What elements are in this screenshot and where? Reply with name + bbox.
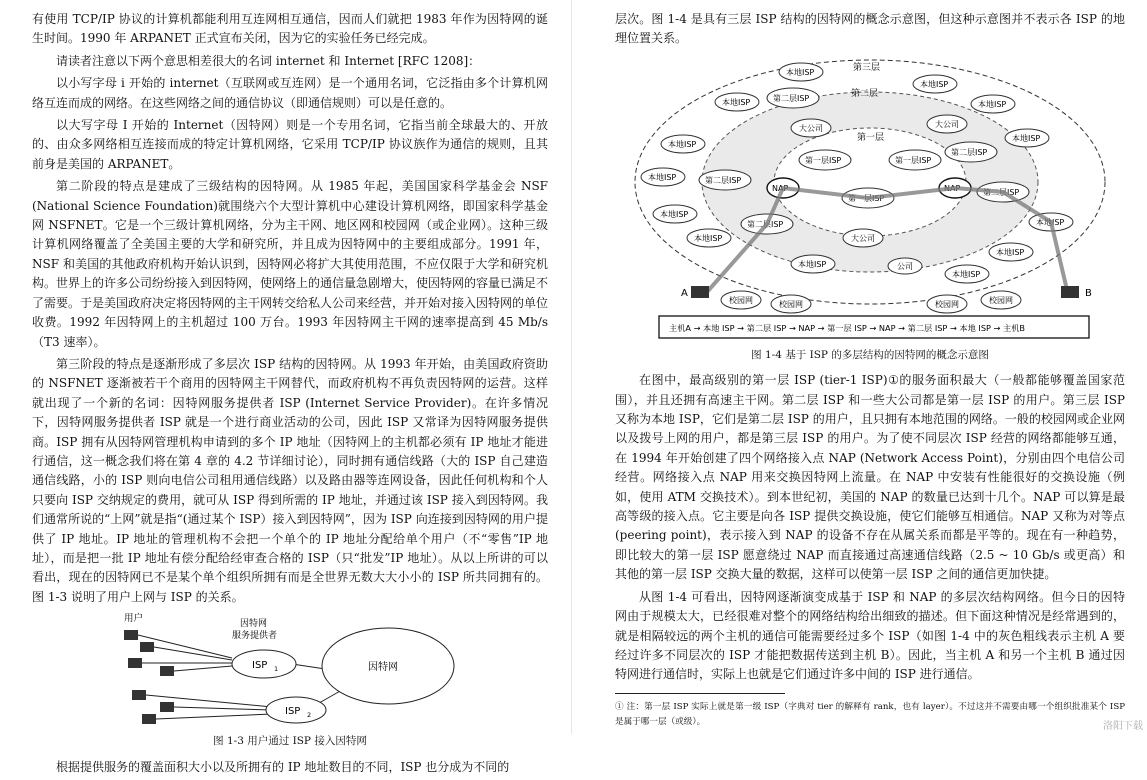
left-column (32, 10, 548, 780)
ring1-label: 第一层 (857, 132, 885, 143)
local-isp-node (1005, 129, 1049, 147)
svg-text:本地ISP: 本地ISP (1036, 217, 1065, 227)
svg-text:本地ISP: 本地ISP (952, 269, 981, 279)
local-isp-node (687, 229, 731, 247)
svg-text:本地ISP: 本地ISP (920, 79, 949, 89)
svg-text:公司: 公司 (897, 261, 913, 271)
ring-first-layer (774, 128, 966, 236)
provider-label-2: 服务提供者 (232, 631, 278, 642)
computer-icon (140, 642, 154, 652)
tier2-isp-node (767, 88, 819, 108)
svg-text:本地ISP: 本地ISP (978, 99, 1007, 109)
local-isp-node (641, 168, 685, 186)
tier2-isp-node (699, 170, 751, 190)
watermark: 洛阳下载 (1103, 721, 1143, 732)
ring3-label: 第三层 (853, 62, 881, 73)
svg-text:大公司: 大公司 (799, 123, 823, 133)
svg-text:第一层ISP: 第一层ISP (848, 193, 885, 203)
isp2-subscript: 2 (307, 711, 312, 720)
paragraph: 从图 1-4 可看出，因特网逐渐演变成基于 ISP 和 NAP 的多层次结构网络。但今日的因特网由于规模太大，已经很难对整个的网络结构给出细致的描述。但下面这种情况是经常遇到的，就是相隔较远的两个主机的通信可能需要经过多个 ISP（如图 1-4 中的灰色粗线表示主机 A 要经过许多不同层次的 ISP 才能把数据传送到主机 B）。因此，当主机 A 和另一个主机 B 通过因特网进行通信时，实际上也就是它们通过许多中间的 ISP 进行通信。 (615, 589, 1125, 682)
svg-text:本地ISP: 本地ISP (1012, 133, 1041, 143)
local-isp-node (791, 255, 835, 273)
big-company-node (927, 115, 967, 133)
right-column (615, 10, 1125, 733)
svg-text:大公司: 大公司 (935, 119, 959, 129)
internet-label: 因特网 (368, 662, 398, 674)
big-company-node (843, 229, 883, 247)
svg-text:校园网: 校园网 (729, 295, 753, 305)
paragraph: 根据提供服务的覆盖面积大小以及所拥有的 IP 地址数目的不同，ISP 也分成为不同的 (56, 759, 510, 774)
svg-text:第一层ISP: 第一层ISP (805, 155, 842, 165)
svg-text:B: B (1085, 287, 1092, 299)
path-description: 主机A → 本地 ISP → 第二层 ISP → NAP → 第一层 ISP → NAP → 第二层 ISP → 本地 ISP → 主机B (669, 322, 1026, 333)
paragraph: 请读者注意以下两个意思相差很大的名词 internet 和 Internet [RFC 1208]： (56, 53, 481, 68)
svg-text:本地ISP: 本地ISP (648, 172, 677, 182)
svg-text:第二层ISP: 第二层ISP (951, 147, 988, 157)
paragraph: 有使用 TCP/IP 协议的计算机都能利用互连网相互通信，因而人们就把 1983 年作为因特网的诞生时间。1990 年 ARPANET 正式宣布关闭，因为它的实验任务已经完成。 (32, 12, 548, 46)
figure-caption: 图 1-4 基于 ISP 的多层结构的因特网的概念示意图 (751, 348, 989, 361)
svg-text:NAP: NAP (772, 183, 789, 193)
left-page (0, 0, 572, 774)
computer-icon (160, 666, 174, 676)
svg-text:本地ISP: 本地ISP (722, 97, 751, 107)
svg-text:校园网: 校园网 (935, 299, 959, 309)
paragraph: 在图中，最高级别的第一层 ISP (tier-1 ISP)①的服务面积最大（一般都能够覆盖国家范围），并且还拥有高速主干网。第二层 ISP 和一些大公司都是第一层 ISP 的用户。第三层 ISP 又称为本地 ISP，它们是第二层 ISP 的用户，且只拥有本地范围的网络。一般的校园网或企业网以及拨号上网的用户，都是第三层 ISP 的用户。为了使不同层次 ISP 经营的网络都能够互通，在 1994 年开始创建了四个网络接入点 NAP (Network Access Point)，分别由四个电信公司经营。网络接入点 NAP 用来交换因特网上流量。在 NAP 中安装有性能很好的交换设施（例如，使用 ATM 交换技术）。到本世纪初，美国的 NAP 的数量已达到十几个。NAP 可以算是最高等级的接入点。它主要是向各 ISP 提供交换设施，使它们能够互相通信。NAP 又称为对等点(peering point)，表示接入到 NAP 的设备不存在从属关系而都是平等的。现在有一种趋势，即比较大的第一层 ISP 愿意绕过 NAP 而直接通过高速通信线路（2.5 ~ 10 Gb/s 或更高）和其他的第一层 ISP 交换大量的数据，这样可以使第一层 ISP 之间的通信更加快捷。 (615, 373, 1125, 582)
campus-node (721, 291, 761, 309)
svg-text:本地ISP: 本地ISP (798, 259, 827, 269)
local-isp-node (661, 135, 705, 153)
svg-text:A: A (681, 287, 688, 299)
local-isp-node (971, 95, 1015, 113)
tier1-isp-node (799, 150, 851, 170)
svg-text:本地ISP: 本地ISP (786, 67, 815, 77)
svg-text:大公司: 大公司 (851, 233, 875, 243)
big-company-node (791, 119, 831, 137)
svg-text:校园网: 校园网 (989, 295, 1013, 305)
svg-text:NAP: NAP (944, 183, 961, 193)
computer-icon (124, 630, 138, 640)
computer-icon (691, 286, 709, 298)
paragraph: 以小写字母 i 开始的 internet（互联网或互连网）是一个通用名词，它泛指由多个计算机网络互连而成的网络。在这些网络之间的通信协议（即通信规则）可以是任意的。 (32, 76, 548, 110)
isp1-subscript: 1 (274, 665, 279, 674)
campus-node (981, 291, 1021, 309)
computer-icon (132, 690, 146, 700)
user-computers (124, 630, 174, 724)
svg-text:校园网: 校园网 (779, 299, 803, 309)
user-label: 用户 (124, 613, 144, 625)
paragraph: 第二阶段的特点是建成了三级结构的因特网。从 1985 年起，美国国家科学基金会 NSF (National Science Foundation)就围绕六个大型计算机中心建设计算机网络，即国家科学基金网 NSFNET。它是一个三级计算机网络，分为主干网、地区网和校园网（或企业网）。这种三级计算机网络覆盖了全美国主要的大学和研究所，并且成为因特网中的主要组成部分。1991 年，NSF 和美国的其他政府机构开始认识到，因特网必将扩大其使用范围，不应仅限于大学和研究机构。世界上的许多公司纷纷接入到因特网，使网络上的通信量急剧增大，使因特网的容量已满足不了需要。于是美国政府决定将因特网的主干网转交给私人公司来经营，并开始对接入因特网的单位收费。1992 年因特网上的主机超过 100 万台。1993 年因特网主干网的速率提高到 45 Mb/s（T3 速率）。 (32, 179, 549, 349)
provider-label-1: 因特网 (240, 619, 268, 630)
footnote-rule (615, 693, 785, 694)
paragraph: 层次。图 1-4 是具有三层 ISP 结构的因特网的概念示意图，但这种示意图并不表示各 ISP 的地理位置关系。 (615, 12, 1125, 46)
company-node (888, 258, 922, 274)
paragraph: 以大写字母 I 开始的 Internet（因特网）则是一个专用名词，它指当前全球最大的、开放的、由众多网络相互连接而成的特定计算机网络，它采用 TCP/IP 协议族作为通信的规则，且其前身是美国的 ARPANET。 (32, 118, 548, 171)
isp1-label: ISP (252, 660, 268, 672)
tier2-isp-node (945, 142, 997, 162)
local-isp-node (779, 63, 823, 81)
svg-text:第二层ISP: 第二层ISP (773, 93, 810, 103)
computer-icon (1061, 286, 1079, 298)
computer-icon (142, 714, 156, 724)
figure-caption: 图 1-3 用户通过 ISP 接入因特网 (213, 735, 367, 748)
svg-text:第二层ISP: 第二层ISP (983, 187, 1020, 197)
local-isp-node (989, 243, 1033, 261)
host-b (1061, 286, 1092, 299)
local-isp-node (913, 75, 957, 93)
svg-text:第一层ISP: 第一层ISP (895, 155, 932, 165)
figure-1-4-diagram (615, 52, 1125, 342)
svg-text:本地ISP: 本地ISP (996, 247, 1025, 257)
local-isp-node (945, 265, 989, 283)
svg-text:第二层ISP: 第二层ISP (747, 219, 784, 229)
svg-text:第二层ISP: 第二层ISP (705, 175, 742, 185)
isp2-label: ISP (285, 706, 301, 718)
footnote: ① 注：第一层 ISP 实际上就是第一级 ISP（字典对 tier 的解释有 rank，也有 layer）。不过这并不需要由哪一个组织批准某个 ISP 是属于哪一层（或级）。 (615, 701, 1125, 727)
right-page (575, 0, 1147, 734)
ring2-label: 第二层 (851, 88, 879, 99)
local-isp-node (715, 93, 759, 111)
local-isp-node (653, 205, 697, 223)
tier1-isp-node (889, 150, 941, 170)
svg-text:本地ISP: 本地ISP (668, 139, 697, 149)
campus-node (771, 295, 811, 313)
campus-node (927, 295, 967, 313)
figure-1-3-diagram (32, 610, 548, 728)
host-a (681, 286, 709, 299)
computer-icon (128, 658, 142, 668)
paragraph: 第三阶段的特点是逐渐形成了多层次 ISP 结构的因特网。从 1993 年开始，由美国政府资助的 NSFNET 逐渐被若干个商用的因特网主干网替代，而政府机构不再负责因特网的运营。这样就出现了一个新的名词：因特网服务提供者 ISP (Internet Service Provider)。在许多情况下，因特网服务提供者 ISP 就是一个进行商业活动的公司，因此 ISP 又常译为因特网服务提供商。ISP 拥有从因特网管理机构申请到的多个 IP 地址（因特网上的主机都必须有 IP 地址才能进行通信，这一概念我们将在第 4 章的 4.2 节详细讨论），同时拥有通信线路（大的 ISP 自己建造通信线路，小的 ISP 则向电信公司租用通信线路）以及路由器等连网设备，因此任何机构和个人只要向 ISP 交纳规定的费用，就可从 ISP 得到所需的 IP 地址，并通过该 ISP 接入到因特网。我们通常所说的“上网”就是指“(通过某个 ISP）接入到因特网”，因为 ISP 向连接到因特网的用户提供了 IP 地址。IP 地址的管理机构不会把一个单个的 IP 地址分配给单个用户（不“零售”IP 地址），而是把一批 IP 地址有偿分配给经审查合格的 ISP（只“批发”IP 地址）。从以上所讲的可以看出，现在的因特网已不是某个单个组织所拥有而是全世界无数大大小小的 ISP 所共同拥有的。图 1-3 说明了用户上网与 ISP 的关系。 (32, 356, 548, 604)
svg-text:本地ISP: 本地ISP (694, 233, 723, 243)
svg-text:本地ISP: 本地ISP (660, 209, 689, 219)
computer-icon (160, 702, 174, 712)
